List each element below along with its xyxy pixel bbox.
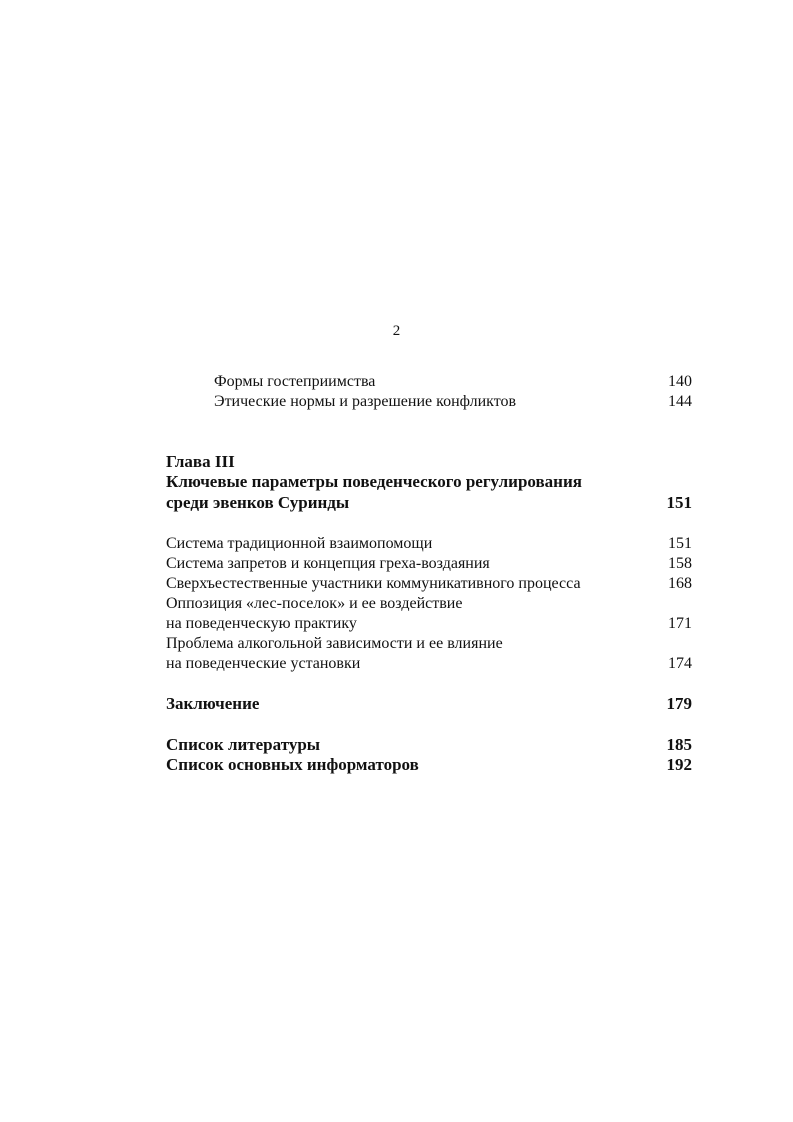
toc-entry-page: 185 [666, 735, 692, 754]
toc-entry-alcohol-line1 [166, 634, 692, 654]
toc-entry-title: на поведенческие установки [166, 655, 361, 672]
toc-entry-page: 144 [668, 393, 692, 410]
chapter-page: 151 [666, 493, 692, 512]
toc-entry-title: Формы гостеприимства [214, 373, 376, 390]
toc-entry-title: на поведенческую практику [166, 615, 357, 632]
chapter-title-line2: среди эвенков Суринды 151 [166, 493, 692, 512]
toc-entry-page: 174 [668, 655, 692, 672]
chapter-title-line1: Ключевые параметры поведенческого регулирования [166, 472, 582, 491]
chapter-label: Глава III [166, 452, 235, 471]
toc-entry-supernatural [166, 574, 692, 594]
toc-entry-hospitality [214, 372, 692, 392]
toc-entry-page: 171 [668, 615, 692, 632]
toc-entry-bibliography [166, 735, 692, 755]
toc-entry-title: Система запретов и концепция греха-воздаяния [166, 555, 490, 572]
toc-entry-title: Оппозиция «лес-поселок» и ее воздействие [166, 595, 463, 612]
toc-entry-page: 151 [668, 535, 692, 552]
toc-entry-forest-village-line1 [166, 594, 692, 614]
toc-entry-alcohol-line2 [166, 654, 692, 674]
toc-entry-conclusion [166, 694, 692, 714]
toc-entry-prohibitions [166, 554, 692, 574]
toc-entry-page: 168 [668, 575, 692, 592]
toc-entry-title: Заключение [166, 694, 260, 713]
toc-entry-page: 140 [668, 373, 692, 390]
toc-entry-title: Проблема алкогольной зависимости и ее влияние [166, 635, 503, 652]
toc-entry-title: Этические нормы и разрешение конфликтов [214, 393, 517, 410]
page-number: 2 [392, 323, 401, 339]
toc-entry-mutual-aid [166, 534, 692, 554]
toc-entry-forest-village-line2 [166, 614, 692, 634]
toc-entry-page: 192 [666, 755, 692, 774]
toc-entry-ethics [214, 392, 692, 412]
toc-entry-title: Список основных информаторов [166, 755, 419, 774]
toc-entry-title: Система традиционной взаимопомощи [166, 535, 433, 552]
toc-entry-title: Список литературы [166, 735, 321, 754]
toc-entry-page: 158 [668, 555, 692, 572]
toc-entry-page: 179 [666, 694, 692, 713]
toc-entry-title: Сверхъестественные участники коммуникативного процесса [166, 575, 581, 592]
toc-entry-informants [166, 755, 692, 775]
